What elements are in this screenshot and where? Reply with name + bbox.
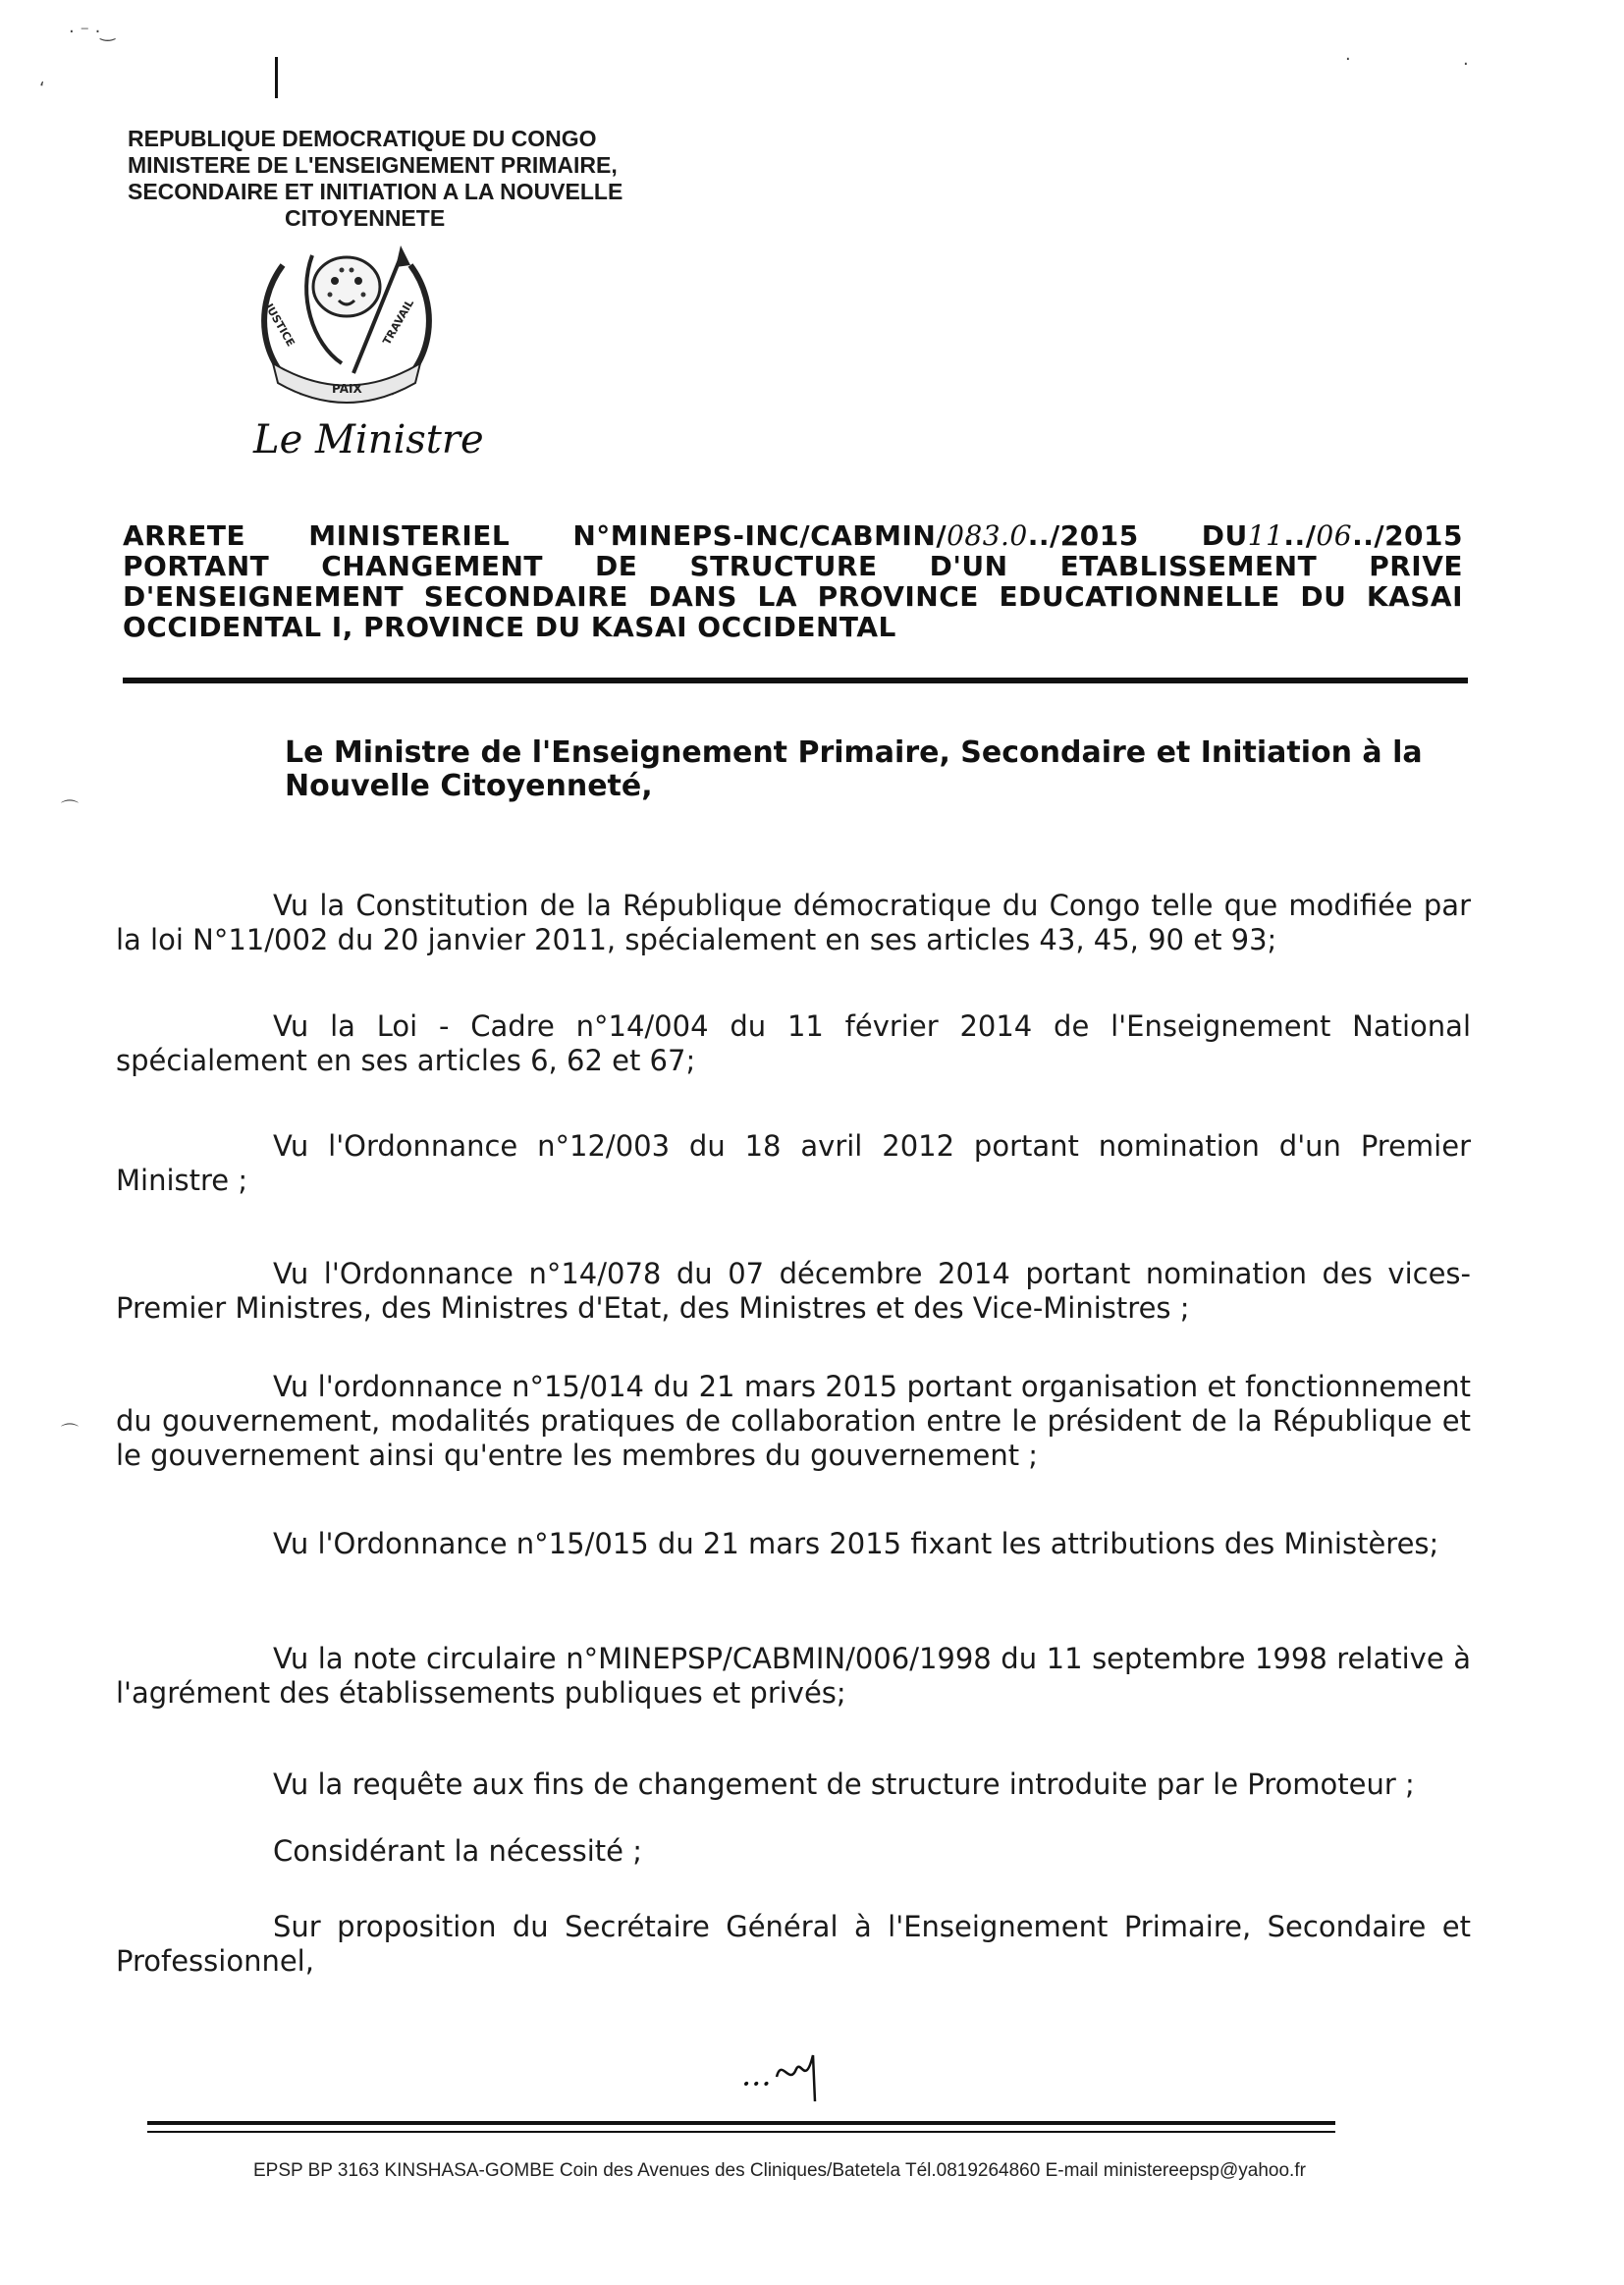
consideration-paragraph: Vu l'Ordonnance n°14/078 du 07 décembre 2014 portant nomination des vices-Premier Ministres, des Ministres d'Etat, des Ministres et des Vice-Ministres ; xyxy=(116,1257,1471,1325)
handwritten-number: 083.0 xyxy=(947,519,1028,552)
scan-artifact: ⌒ xyxy=(61,1423,79,1443)
minister-signature-title: Le Ministre xyxy=(253,417,484,462)
footer-address: EPSP BP 3163 KINSHASA-GOMBE Coin des Avenues des Cliniques/Batetela Tél.0819264860 E-mail ministereepsp@yahoo.fr xyxy=(253,2160,1306,2181)
page-continuation-mark: ... xyxy=(741,2047,831,2106)
decree-title-row: ARRETE MINISTERIEL N°MINEPS-INC/CABMIN/083.0../2015 DU11../06../2015 xyxy=(123,519,1463,552)
letterhead-line: MINISTERE DE L'ENSEIGNEMENT PRIMAIRE, xyxy=(128,152,618,178)
consideration-paragraph: Vu l'ordonnance n°15/014 du 21 mars 2015 portant organisation et fonctionnement du gouvernement, modalités pratiques de collaboration entre le président de la République et le gouvernement ainsi qu'entre les membres du gouvernement ; xyxy=(116,1370,1471,1472)
consideration-paragraph: Sur proposition du Secrétaire Général à l'Enseignement Primaire, Secondaire et Professionnel, xyxy=(116,1910,1471,1978)
coat-of-arms-emblem xyxy=(244,236,450,412)
consideration-paragraph: Vu la Constitution de la République démocratique du Congo telle que modifiée par la loi N°11/002 du 20 janvier 2011, spécialement en ses articles 43, 45, 90 et 93; xyxy=(116,889,1471,956)
ribbon-text-left: JUSTICE xyxy=(262,301,298,350)
letterhead xyxy=(128,126,623,232)
consideration-paragraph: Vu la note circulaire n°MINEPSP/CABMIN/006/1998 du 11 septembre 1998 relative à l'agrément des établissements publiques et privés; xyxy=(116,1642,1471,1710)
consideration-paragraph: Considérant la nécessité ; xyxy=(273,1834,642,1868)
ribbon-text-right: TRAVAIL xyxy=(380,297,417,348)
handwritten-month: 06 xyxy=(1316,519,1353,552)
letterhead-line: REPUBLIQUE DEMOCRATIQUE DU CONGO xyxy=(128,126,597,151)
ribbon-text-center: PAIX xyxy=(332,382,362,396)
decree-title xyxy=(123,520,1463,642)
scan-artifact: ⌒ xyxy=(61,799,79,820)
scan-artifact: · xyxy=(1463,54,1469,75)
binding-mark xyxy=(275,57,278,98)
decree-title-row: PORTANT CHANGEMENT DE STRUCTURE D'UN ETABLISSEMENT PRIVE xyxy=(123,550,1463,582)
decree-title-row: D'ENSEIGNEMENT SECONDAIRE DANS LA PROVINCE EDUCATIONNELLE DU KASAI xyxy=(123,580,1463,613)
decree-title-row: OCCIDENTAL I, PROVINCE DU KASAI OCCIDENTAL xyxy=(123,611,896,643)
footer-rule xyxy=(147,2121,1335,2125)
handwritten-day: 11 xyxy=(1247,519,1284,552)
leopard-head-icon xyxy=(313,257,380,316)
scan-artifact: ‘ xyxy=(39,79,45,99)
footer-rule xyxy=(147,2131,1335,2133)
minister-heading: Le Ministre de l'Enseignement Primaire, Secondaire et Initiation à la Nouvelle Citoyenneté, xyxy=(285,735,1423,803)
consideration-paragraph: Vu la requête aux fins de changement de structure introduite par le Promoteur ; xyxy=(273,1768,1415,1801)
scan-artifact: · xyxy=(1345,49,1351,70)
scan-artifact: · ⁻ ·‿ xyxy=(69,22,115,42)
consideration-paragraph: Vu l'Ordonnance n°15/015 du 21 mars 2015 fixant les attributions des Ministères; xyxy=(273,1527,1439,1560)
letterhead-line: CITOYENNETE xyxy=(285,205,446,231)
title-underline xyxy=(123,678,1468,683)
letterhead-line: SECONDAIRE ET INITIATION A LA NOUVELLE xyxy=(128,179,623,204)
consideration-paragraph: Vu l'Ordonnance n°12/003 du 18 avril 2012 portant nomination d'un Premier Ministre ; xyxy=(116,1129,1471,1197)
initials-signature-icon xyxy=(772,2047,831,2106)
consideration-paragraph: Vu la Loi - Cadre n°14/004 du 11 février 2014 de l'Enseignement National spécialement en ses articles 6, 62 et 67; xyxy=(116,1009,1471,1077)
